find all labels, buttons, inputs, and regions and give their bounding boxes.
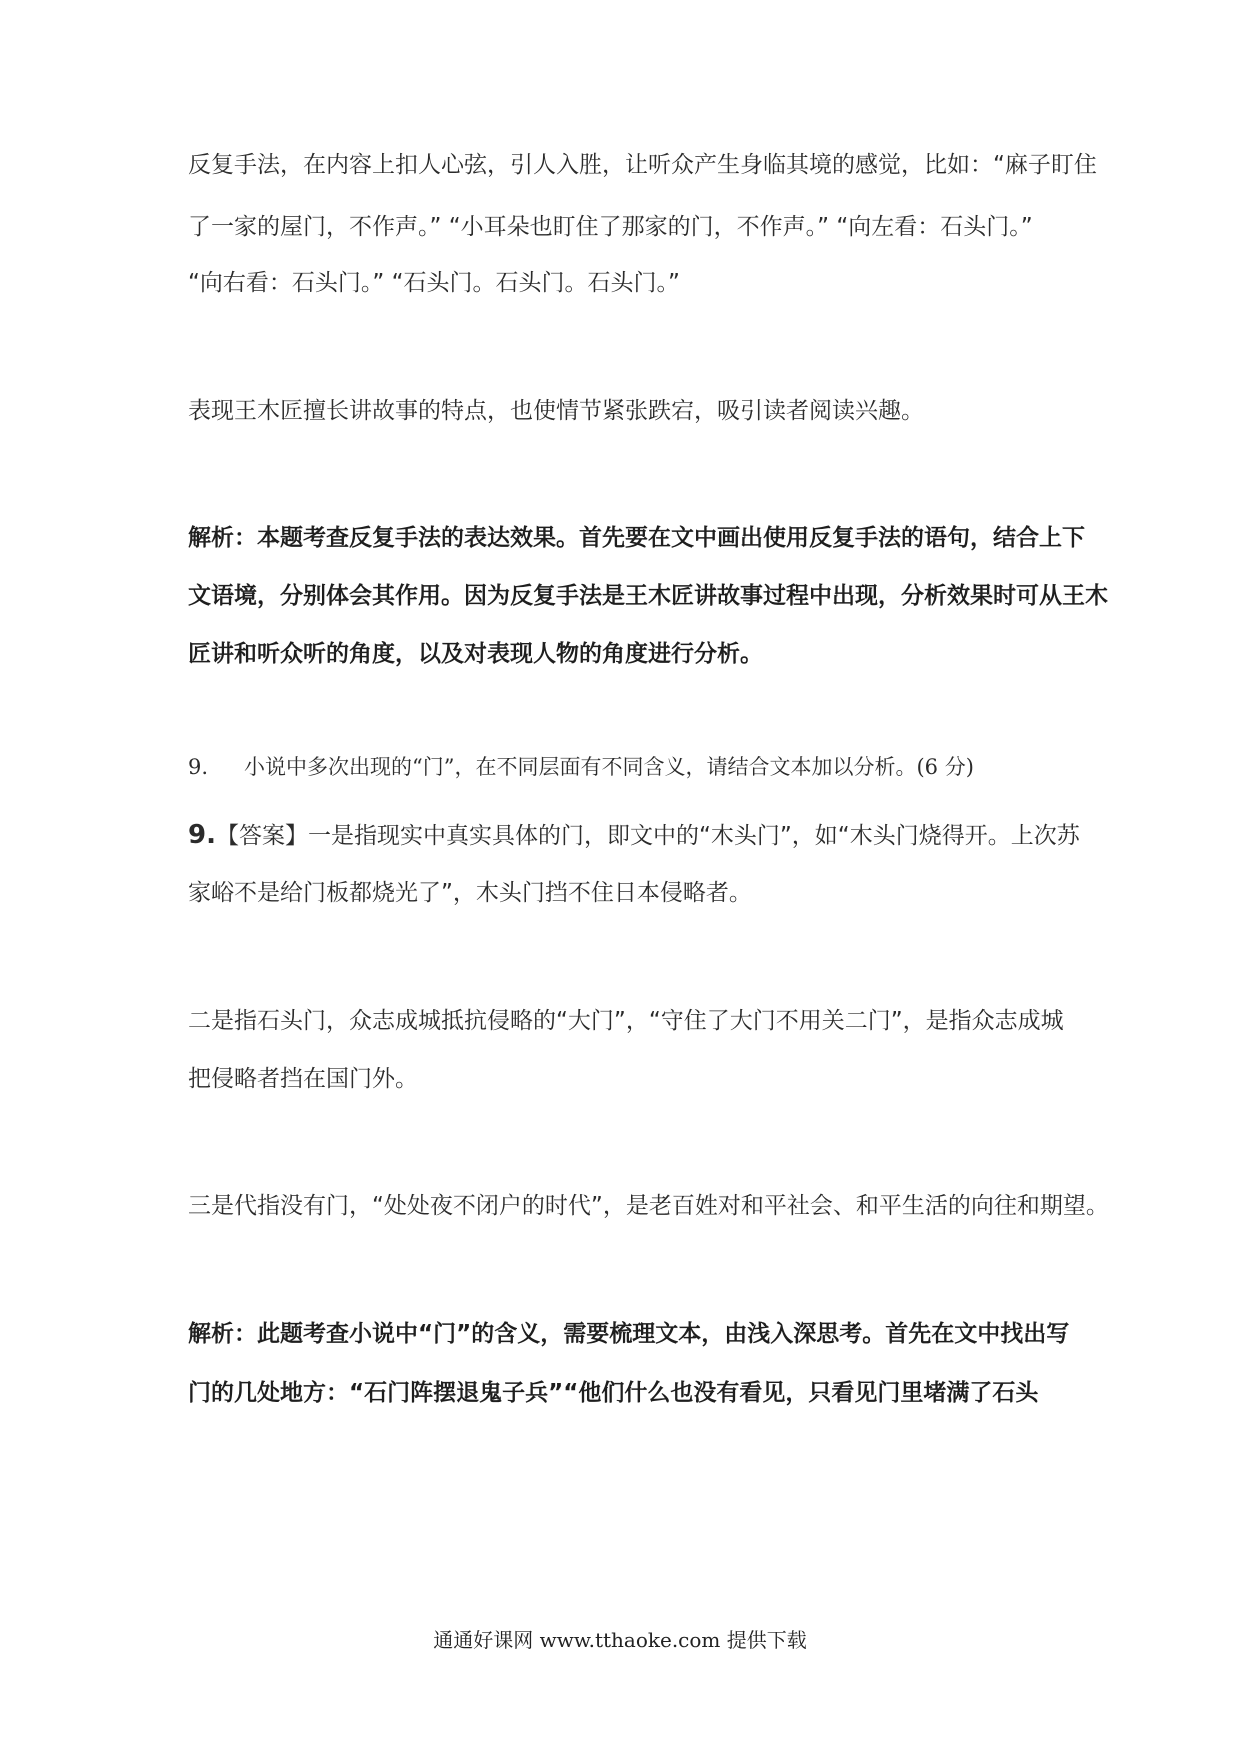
answer-9-text-1: 一是指现实中真实具体的门，即文中的“木头门”，如“木头门烧得开。上次苏 xyxy=(307,823,1080,849)
question-9-text: 小说中多次出现的“门”，在不同层面有不同含义，请结合文本加以分析。(6 分) xyxy=(244,755,974,779)
answer-9-number: 9. xyxy=(188,820,216,850)
analysis-8-line-1: 解析：本题考查反复手法的表达效果。首先要在文中画出使用反复手法的语句，结合上下 xyxy=(188,525,1085,551)
answer-9-part3-line-1: 三是代指没有门，“处处夜不闭户的时代”，是老百姓对和平社会、和平生活的向往和期望。 xyxy=(188,1193,1109,1219)
answer-9-tag: 【答案】 xyxy=(215,823,308,849)
answer-9-line-1 xyxy=(188,820,1080,851)
character-line-1: 表现王木匠擅长讲故事的特点，也使情节紧张跌宕，吸引读者阅读兴趣。 xyxy=(188,398,924,424)
repetition-line-2: 了一家的屋门，不作声。” “小耳朵也盯住了那家的门，不作声。” “向左看：石头门。” xyxy=(188,214,1033,240)
repetition-line-3: “向右看：石头门。” “石头门。石头门。石头门。” xyxy=(188,270,680,296)
answer-9-line-2: 家峪不是给门板都烧光了”，木头门挡不住日本侵略者。 xyxy=(188,880,752,906)
repetition-line-1: 反复手法，在内容上扣人心弦，引人入胜，让听众产生身临其境的感觉，比如：“麻子盯住 xyxy=(188,152,1097,178)
analysis-8-line-2: 文语境，分别体会其作用。因为反复手法是王木匠讲故事过程中出现，分析效果时可从王木 xyxy=(188,583,1108,609)
question-9-number: 9. xyxy=(188,755,209,779)
analysis-9-line-1: 解析：此题考查小说中“门”的含义，需要梳理文本，由浅入深思考。首先在文中找出写 xyxy=(188,1321,1070,1347)
page-footer: 通通好课网 www.tthaoke.com 提供下载 xyxy=(433,1628,807,1652)
question-9 xyxy=(188,752,974,782)
answer-9-part2-line-2: 把侵略者挡在国门外。 xyxy=(188,1066,418,1092)
answer-9-part2-line-1: 二是指石头门，众志成城抵抗侵略的“大门”，“守住了大门不用关二门”，是指众志成城 xyxy=(188,1008,1064,1034)
analysis-8-line-3: 匠讲和听众听的角度，以及对表现人物的角度进行分析。 xyxy=(188,641,763,667)
analysis-9-line-2: 门的几处地方：“石门阵摆退鬼子兵”“他们什么也没有看见，只看见门里堵满了石头 xyxy=(188,1380,1039,1406)
